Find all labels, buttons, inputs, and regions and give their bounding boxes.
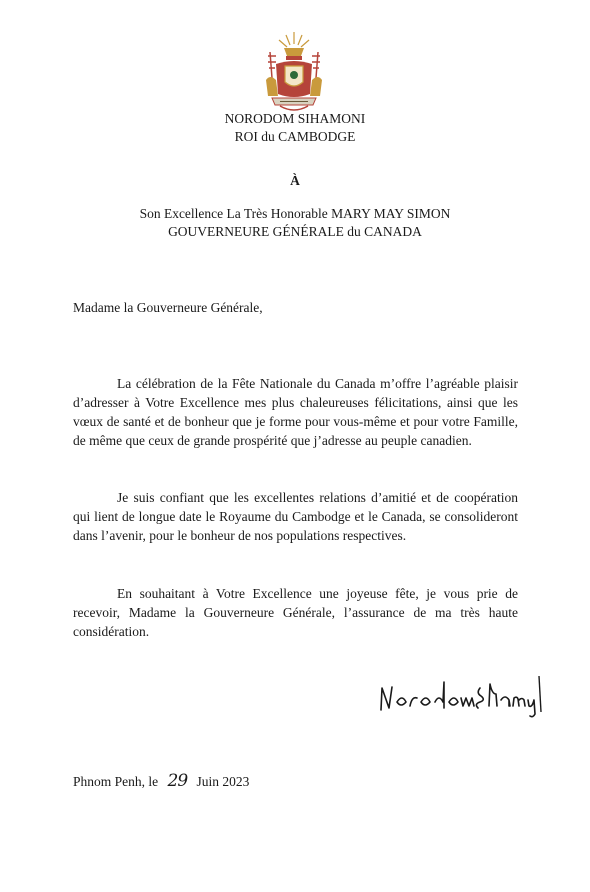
sender-title: ROI du CAMBODGE	[234, 129, 356, 144]
recipient-block	[0, 205, 590, 241]
dateline-day: 29	[167, 771, 188, 791]
body-paragraph-3: En souhaitant à Votre Excellence une joyeuse fête, je vous prie de recevoir, Madame la Gouverneure Générale, l’assurance de ma très haute considération.	[73, 586, 518, 639]
addressed-to-line: À	[290, 173, 300, 188]
body-paragraph-2: Je suis confiant que les excellentes relations d’amitié et de coopération qui lient de longue date le Royaume du Cambodge et le Canada, se consolideront dans l’avenir, pour le bonheur de nos populations respectives.	[73, 490, 518, 543]
recipient-line-2: GOUVERNEURE GÉNÉRALE du CANADA	[168, 224, 422, 239]
sender-name: NORODOM SIHAMONI	[224, 111, 366, 126]
salutation: Madame la Gouverneure Générale,	[73, 300, 263, 315]
royal-coat-of-arms-icon	[258, 30, 330, 114]
sender-block	[0, 110, 590, 146]
dateline-month-year: Juin 2023	[196, 774, 250, 789]
dateline-place: Phnom Penh, le	[73, 774, 159, 789]
recipient-line-1: Son Excellence La Très Honorable MARY MAY SIMON	[139, 206, 451, 221]
body-paragraph-1: La célébration de la Fête Nationale du Canada m’offre l’agréable plaisir d’adresser à Votre Excellence mes plus chaleureuses félicitations, ainsi que les vœux de santé et de bonheur que je forme pour vous-même et pour votre Famille, de même que ceux de grande prospérité que j’adresse au peuple canadien.	[73, 376, 518, 448]
dateline	[73, 771, 249, 791]
handwritten-signature	[375, 672, 547, 720]
